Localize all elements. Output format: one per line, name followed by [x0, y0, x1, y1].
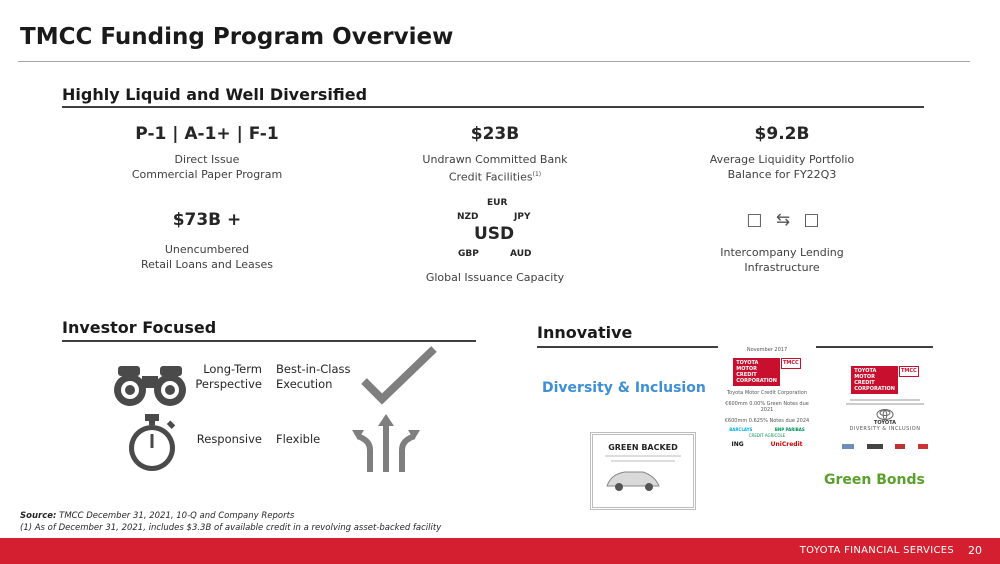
tombstone-note1: €600mm 0.00% Green Notes due 2021: [725, 401, 809, 413]
tmcc-logo-wordmark: [851, 366, 898, 394]
ing-logo: ING: [731, 441, 744, 448]
liquidity-value: $9.2B: [754, 124, 810, 144]
tombstone-note2: €600mm 0.625% Notes due 2024: [724, 418, 810, 424]
bank-footnote-marker: (1): [532, 171, 542, 178]
loans-line2: Retail Loans and Leases: [140, 258, 274, 271]
tombstone-text-line: [850, 399, 920, 401]
bank-logos-row1: [718, 427, 816, 432]
bank-line2-wrap: [380, 167, 610, 185]
currency-aud: AUD: [510, 249, 532, 259]
checkmark-icon: [358, 345, 438, 407]
exchange-arrows-icon: ⇆: [775, 210, 791, 230]
split-arrows-icon: [348, 412, 424, 474]
ratings-line2: Commercial Paper Program: [131, 168, 283, 181]
logo-line: MOTOR: [736, 366, 758, 372]
footnote-1: (1) As of December 31, 2021, includes $3.3B of available credit in a revolving asset-backed facility: [20, 523, 442, 533]
bank-logo-mark: [842, 444, 854, 449]
ratings-value: P-1 | A-1+ | F-1: [135, 124, 279, 144]
source-label: Source:: [20, 511, 57, 521]
binoculars-icon: [110, 362, 190, 408]
loans-block: [92, 210, 322, 272]
trait-best-in-class-line1: Best-in-Class: [276, 362, 351, 376]
logo-line: CREDIT: [854, 380, 875, 386]
currency-jpy: JPY: [514, 212, 531, 222]
issuance-label: Global Issuance Capacity: [425, 271, 565, 284]
green-notes-tombstone: [718, 346, 816, 458]
bnp-logo: BNP PARIBAS: [774, 427, 805, 432]
entity-box-icon: □: [803, 210, 820, 230]
intercompany-line1: Intercompany Lending: [720, 246, 844, 259]
stopwatch-icon: [122, 412, 184, 474]
bank-logo-mark: [895, 444, 905, 449]
toyota-emblem-icon: [876, 409, 894, 420]
section-innovative-heading: Innovative: [537, 323, 633, 342]
trait-long-term-line1: Long-Term: [203, 362, 262, 376]
tmcc-logo-wordmark: [733, 358, 780, 386]
liquidity-block: [667, 124, 897, 182]
toyota-wordmark: TOYOTA: [873, 420, 897, 426]
bank-logo-mark: [867, 444, 883, 449]
title-divider: [18, 61, 970, 62]
diversity-tombstone: [836, 360, 934, 456]
tmcc-logo: [836, 366, 934, 394]
barclays-logo: BARCLAYS: [729, 427, 753, 432]
diversity-inclusion-label: Diversity & Inclusion: [542, 380, 706, 396]
bank-block: [380, 124, 610, 185]
liquidity-line2: Balance for FY22Q3: [727, 168, 837, 181]
loans-line1: Unencumbered: [164, 243, 250, 256]
trait-long-term-line2: Perspective: [195, 377, 262, 391]
certificate-text-line: [611, 460, 675, 462]
toyota-emblem-icon: [836, 409, 934, 420]
tmcc-badge: TMCC: [899, 366, 919, 377]
intercompany-block: [667, 245, 897, 275]
logo-line: CORPORATION: [736, 378, 777, 384]
source-text: TMCC December 31, 2021, 10-Q and Company Reports: [56, 511, 295, 521]
bank-logos-row: [836, 444, 934, 449]
certificate-text-line: [605, 455, 681, 457]
bank-line1: Undrawn Committed Bank: [422, 153, 568, 166]
currency-nzd: NZD: [457, 212, 479, 222]
tombstone-issuer: Toyota Motor Credit Corporation: [726, 390, 808, 396]
bank-logo-mark: [918, 444, 928, 449]
section-investor-heading: Investor Focused: [62, 318, 217, 337]
section-investor-underline: [62, 340, 476, 342]
entity-box-icon: □: [746, 210, 763, 230]
currency-usd: USD: [474, 224, 515, 244]
logo-line: CREDIT: [736, 372, 757, 378]
loans-value: $73B +: [172, 210, 242, 230]
logo-line: CORPORATION: [854, 386, 895, 392]
section-liquid-heading: Highly Liquid and Well Diversified: [62, 85, 368, 104]
green-backed-title: GREEN BACKED: [608, 443, 678, 452]
intercompany-line2: Infrastructure: [744, 261, 820, 274]
ratings-block: [92, 124, 322, 182]
car-image-icon: [603, 466, 663, 492]
credit-agricole-logo: CREDIT AGRICOLE: [748, 433, 786, 438]
trait-best-in-class-line2: Execution: [276, 377, 333, 391]
logo-line: TOYOTA: [854, 368, 877, 374]
trait-responsive: Responsive: [196, 432, 262, 446]
green-backed-certificate: [590, 432, 696, 510]
tombstone-date: November 2017: [746, 347, 788, 353]
bank-line2: Credit Facilities: [448, 170, 533, 184]
tmcc-badge: TMCC: [781, 358, 801, 369]
tmcc-logo: [718, 358, 816, 386]
diversity-tagline: DIVERSITY & INCLUSION: [849, 426, 921, 432]
liquidity-line1: Average Liquidity Portfolio: [709, 153, 855, 166]
tombstone-text-line: [846, 403, 924, 405]
source-footnote: [20, 511, 294, 521]
page-number: 20: [968, 544, 982, 557]
section-liquid-underline: [62, 106, 924, 108]
ratings-line1: Direct Issue: [174, 153, 240, 166]
footer-company: TOYOTA FINANCIAL SERVICES: [799, 545, 954, 556]
intercompany-icons: [733, 210, 833, 230]
page-title: TMCC Funding Program Overview: [20, 24, 454, 50]
unicredit-logo: UniCredit: [770, 441, 803, 448]
green-bonds-label: Green Bonds: [824, 472, 925, 488]
bank-value: $23B: [470, 124, 520, 144]
trait-long-term: [190, 362, 262, 392]
trait-flexible: Flexible: [276, 432, 321, 446]
logo-line: TOYOTA: [736, 360, 759, 366]
logo-line: MOTOR: [854, 374, 876, 380]
currency-eur: EUR: [487, 198, 508, 208]
trait-best-in-class: [276, 362, 351, 392]
currency-gbp: GBP: [458, 249, 479, 259]
bank-logos-row2: [718, 441, 816, 448]
